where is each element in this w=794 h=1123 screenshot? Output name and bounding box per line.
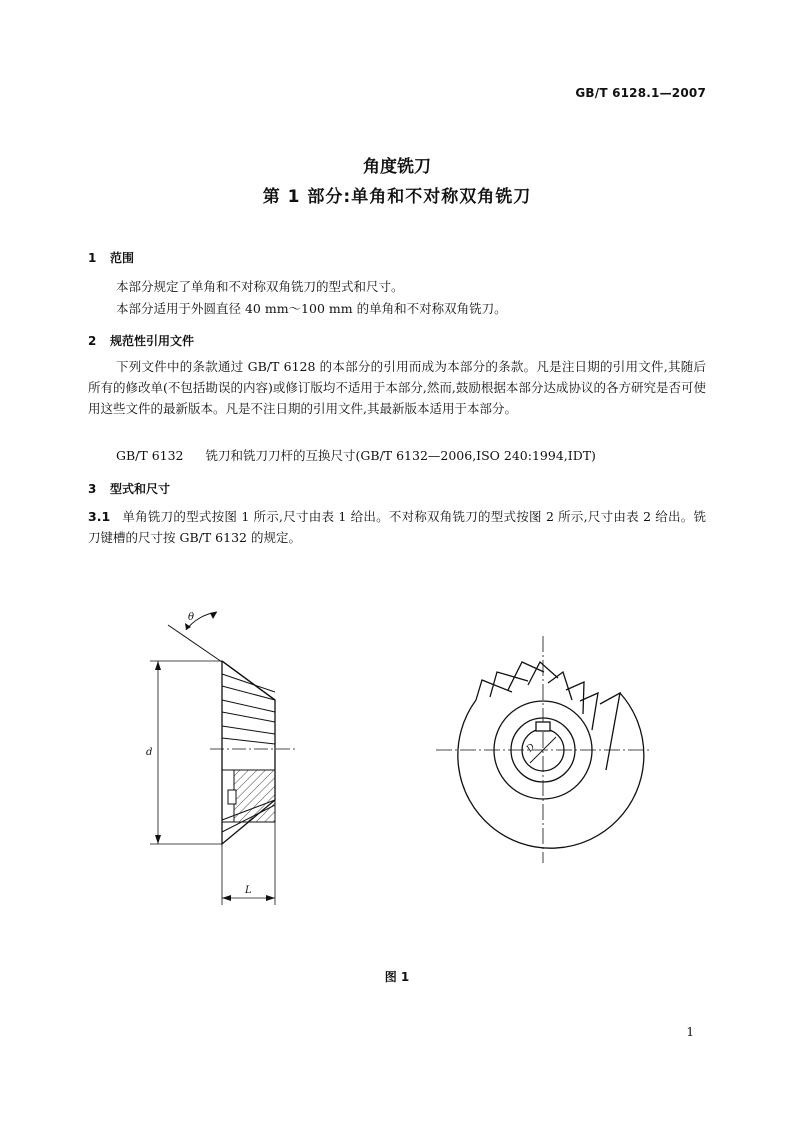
section-title: 型式和尺寸: [110, 482, 171, 496]
subsection-3-1: [88, 506, 706, 548]
section-title: 规范性引用文件: [110, 334, 195, 348]
reference-code: GB/T 6132: [116, 448, 184, 463]
tooth: [548, 672, 572, 700]
section-3-heading: [88, 480, 170, 497]
arrow-head: [210, 612, 217, 619]
tooth: [508, 662, 544, 690]
standard-code: GB/T 6128.1—2007: [575, 86, 706, 100]
reference-title: 铣刀和铣刀刀杆的互换尺寸(GB/T 6132—2006,ISO 240:1994,IDT): [205, 448, 596, 463]
section-number: 1: [88, 251, 97, 265]
tooth: [490, 672, 528, 697]
label-L: L: [245, 885, 252, 896]
subsection-number: 3.1: [88, 509, 111, 524]
paragraph: 下列文件中的条款通过 GB/T 6128 的本部分的引用而成为本部分的条款。凡是注日期的引用文件,其随后所有的修改单(不包括勘误的内容)或修订版均不适用于本部分,然而,鼓励根据本部分达成协议的各方研究是否可使用这些文件的最新版本。凡是不注日期的引用文件,其最新版本适用于本部分。: [88, 359, 706, 416]
theta-leader: [168, 625, 222, 662]
document-subtitle: 第 1 部分:单角和不对称双角铣刀: [262, 187, 532, 207]
label-d: d: [146, 747, 153, 758]
section-1-heading: [88, 249, 134, 266]
paragraph: 本部分适用于外圆直径 40 mm～100 mm 的单角和不对称双角铣刀。: [116, 301, 507, 316]
tooth: [566, 682, 584, 714]
label-D: D: [525, 742, 538, 755]
keyway: [536, 722, 550, 731]
subsection-text: 单角铣刀的型式按图 1 所示,尺寸由表 1 给出。不对称双角铣刀的型式按图 2 所示,尺寸由表 2 给出。铣刀键槽的尺寸按 GB/T 6132 的规定。: [88, 509, 706, 545]
front-view: [436, 636, 652, 863]
paragraph: 本部分规定了单角和不对称双角铣刀的型式和尺寸。: [116, 279, 404, 294]
document-title: 角度铣刀: [363, 157, 431, 177]
figure-caption: 图 1: [384, 970, 410, 984]
bore-section: [234, 770, 275, 822]
section-title: 范围: [110, 251, 135, 265]
section-number: 2: [88, 334, 97, 348]
section-number: 3: [88, 482, 97, 496]
section-2-heading: [88, 332, 194, 349]
page-number: 1: [686, 1025, 694, 1039]
normative-reference: [116, 446, 596, 464]
tooth: [600, 693, 620, 770]
arrow-head: [185, 623, 191, 630]
figure-1-drawing: [0, 590, 794, 920]
label-theta: θ: [188, 612, 195, 623]
side-view: [150, 612, 298, 905]
